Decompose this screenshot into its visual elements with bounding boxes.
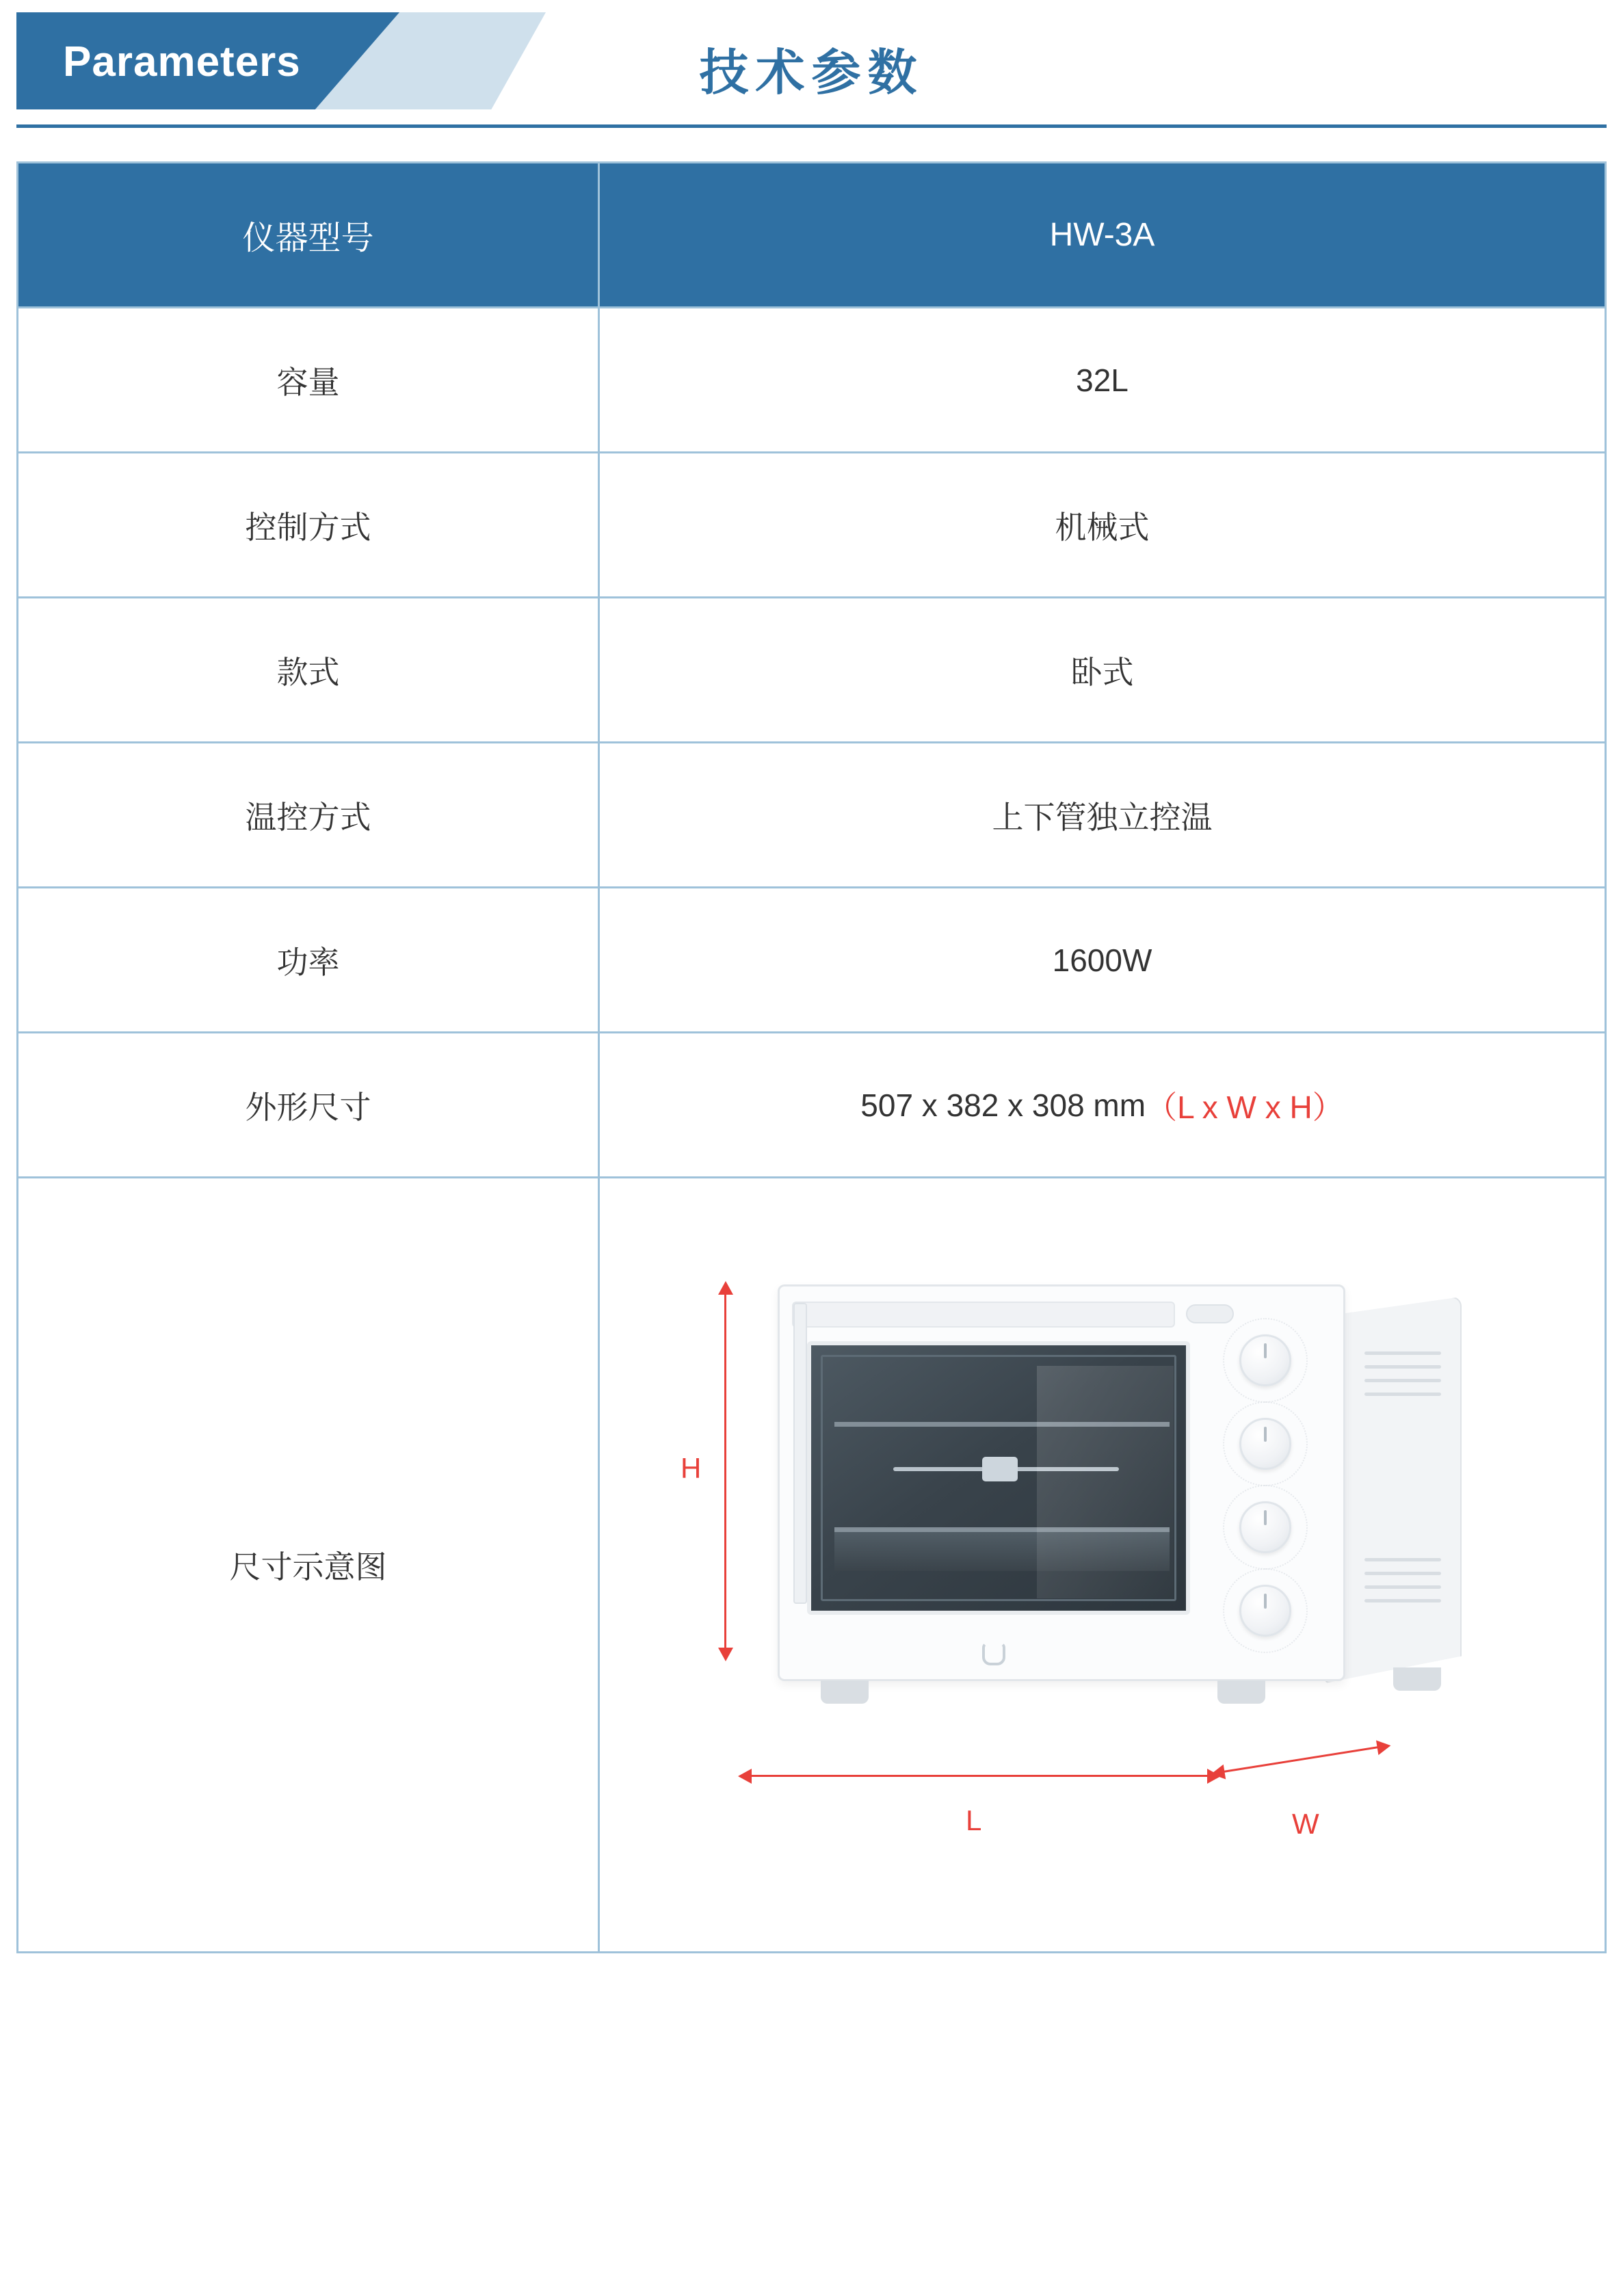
dimensions-text: 507 x 382 x 308 mm	[860, 1087, 1146, 1123]
length-arrow	[750, 1775, 1209, 1777]
control-knob-timer	[1239, 1334, 1291, 1386]
page-header	[0, 0, 1623, 134]
table-row-model	[18, 163, 1605, 308]
spec-label-power: 功率	[18, 888, 600, 1033]
width-label: W	[1292, 1808, 1319, 1840]
spec-value-capacity: 32L	[600, 308, 1605, 453]
dimension-diagram	[600, 1178, 1605, 1951]
table-row	[18, 453, 1605, 598]
table-row	[18, 888, 1605, 1033]
spec-value-power: 1600W	[600, 888, 1605, 1033]
oven-body	[778, 1284, 1345, 1681]
spec-value-dimensions	[600, 1033, 1605, 1178]
width-arrow	[1223, 1746, 1379, 1773]
brand-logo-icon	[982, 1642, 1005, 1665]
table-row-dimensions	[18, 1033, 1605, 1178]
header-label-en: Parameters	[63, 38, 301, 85]
spec-value-temp-control: 上下管独立控温	[600, 743, 1605, 888]
spec-label-diagram: 尺寸示意图	[18, 1178, 600, 1951]
oven-handle-knob	[1186, 1304, 1234, 1323]
spec-label-temp-control: 温控方式	[18, 743, 600, 888]
spec-label-style: 款式	[18, 598, 600, 743]
control-knob-mode	[1239, 1501, 1291, 1553]
oven-glass-door	[807, 1341, 1190, 1615]
table-row	[18, 598, 1605, 743]
model-value: HW-3A	[600, 163, 1605, 308]
page-title: 技术参数	[699, 46, 924, 101]
oven-foot	[1393, 1667, 1441, 1691]
oven-illustration	[778, 1284, 1503, 1722]
door-left-edge	[793, 1303, 807, 1604]
dimensions-note: （L x W x H）	[1146, 1089, 1344, 1125]
spec-value-control-type: 机械式	[600, 453, 1605, 598]
table-row-diagram	[18, 1178, 1605, 1951]
spec-label-control-type: 控制方式	[18, 453, 600, 598]
length-label: L	[966, 1804, 982, 1836]
rotisserie-hub	[982, 1457, 1018, 1481]
table-row	[18, 308, 1605, 453]
spec-label-capacity: 容量	[18, 308, 600, 453]
height-arrow	[724, 1293, 726, 1649]
height-label: H	[681, 1452, 702, 1484]
table-row	[18, 743, 1605, 888]
control-knob-upper-temp	[1239, 1418, 1291, 1470]
spec-value-diagram	[600, 1178, 1605, 1951]
spec-value-style: 卧式	[600, 598, 1605, 743]
spec-label-dimensions: 外形尺寸	[18, 1033, 600, 1178]
oven-foot	[821, 1680, 869, 1704]
header-divider	[16, 124, 1607, 128]
door-reflection	[1037, 1366, 1174, 1598]
control-knob-lower-temp	[1239, 1585, 1291, 1637]
oven-side-panel	[1325, 1297, 1462, 1683]
oven-foot	[1217, 1680, 1265, 1704]
spec-table	[16, 161, 1607, 1953]
oven-top-strip	[792, 1302, 1175, 1328]
model-label: 仪器型号	[18, 163, 600, 308]
